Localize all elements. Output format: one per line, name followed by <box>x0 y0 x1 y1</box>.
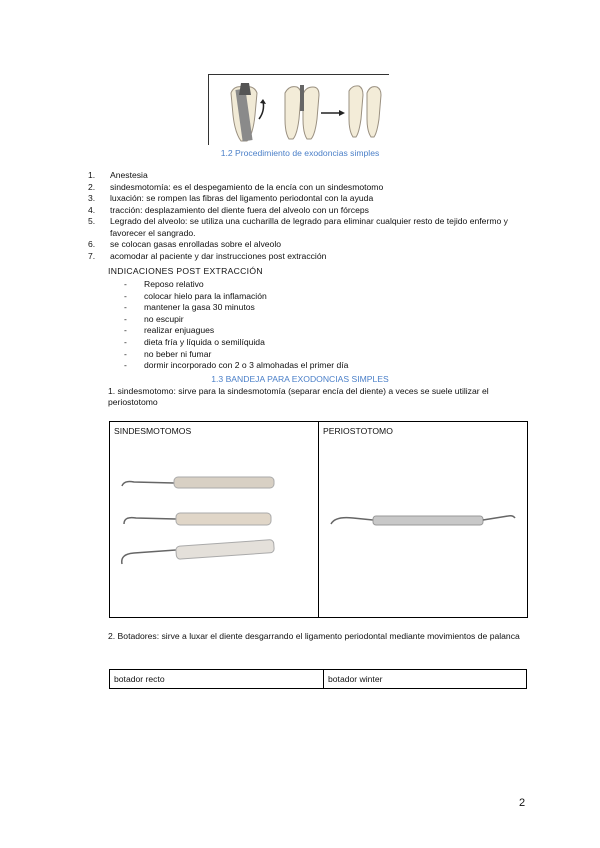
table-cell-sindesmotomos <box>110 422 319 618</box>
botador-winter-cell: botador winter <box>324 670 527 689</box>
list-item: - Reposo relativo <box>124 279 204 289</box>
sindesmotomos-image <box>114 436 314 596</box>
periostotomo-image <box>323 436 523 596</box>
instruments-table-2 <box>109 669 527 689</box>
list-item: 4. tracción: desplazamiento del diente fuera del alveolo con un fórceps <box>88 204 369 215</box>
section-title: 1.3 BANDEJA PARA EXODONCIAS SIMPLES <box>211 374 389 384</box>
sindesmotomo-instrument <box>124 513 271 525</box>
periostotomo-label: PERIOSTOTOMO <box>323 426 393 436</box>
list-item: - no beber ni fumar <box>124 348 212 359</box>
list-item: 7. acomodar al paciente y dar instrucciones post extracción <box>88 250 327 261</box>
list-item: - colocar hielo para la inflamación <box>124 290 267 301</box>
tooth-extraction-illustration <box>209 75 389 145</box>
paragraph-botadores: 2. Botadores: sirve a luxar el diente desgarrando el ligamento periodontal mediante movimientos de palanca <box>108 631 520 641</box>
list-item: - mantener la gasa 30 minutos <box>124 302 255 313</box>
sindesmotomos-label: SINDESMOTOMOS <box>114 426 192 436</box>
page-number: 2 <box>519 797 526 809</box>
tooth-extraction-figure <box>208 74 389 145</box>
list-item: 2. sindesmotomía: es el despegamiento de la encía con un sindesmotomo <box>88 181 384 192</box>
table-cell-periostotomo <box>319 422 528 618</box>
list-item: 3. luxación: se rompen las fibras del ligamento periodontal con la ayuda <box>88 193 374 203</box>
instruments-table-1 <box>109 421 528 618</box>
post-extraction-list <box>124 279 348 372</box>
list-item: 5. Legrado del alveolo: se utiliza una cucharilla de legrado para eliminar cualquier resto de tejido enfermo y favorecer el sangrado. <box>88 216 508 238</box>
list-item: - dormir incorporado con 2 o 3 almohadas el primer día <box>124 360 349 371</box>
sindesmotomo-instrument <box>122 477 274 488</box>
figure-caption: 1.2 Procedimiento de exodoncias simples <box>220 148 380 158</box>
list-item: - dieta fría y líquida o semilíquida <box>124 336 265 347</box>
sindesmotomo-instrument <box>122 540 275 564</box>
botador-recto-cell: botador recto <box>110 670 324 689</box>
list-item: 1. Anestesia <box>88 170 148 180</box>
post-extraction-heading: INDICACIONES POST EXTRACCIÓN <box>108 266 263 276</box>
procedure-steps <box>88 170 538 262</box>
list-item: - realizar enjuagues <box>124 325 215 336</box>
list-item: 6. se colocan gasas enrolladas sobre el alveolo <box>88 239 282 249</box>
paragraph-sindesmotomo: 1. sindesmotomo: sirve para la sindesmotomía (separar encía del diente) a veces se suele utilizar el periostotomo <box>108 386 489 408</box>
list-item: - no escupir <box>124 313 184 324</box>
